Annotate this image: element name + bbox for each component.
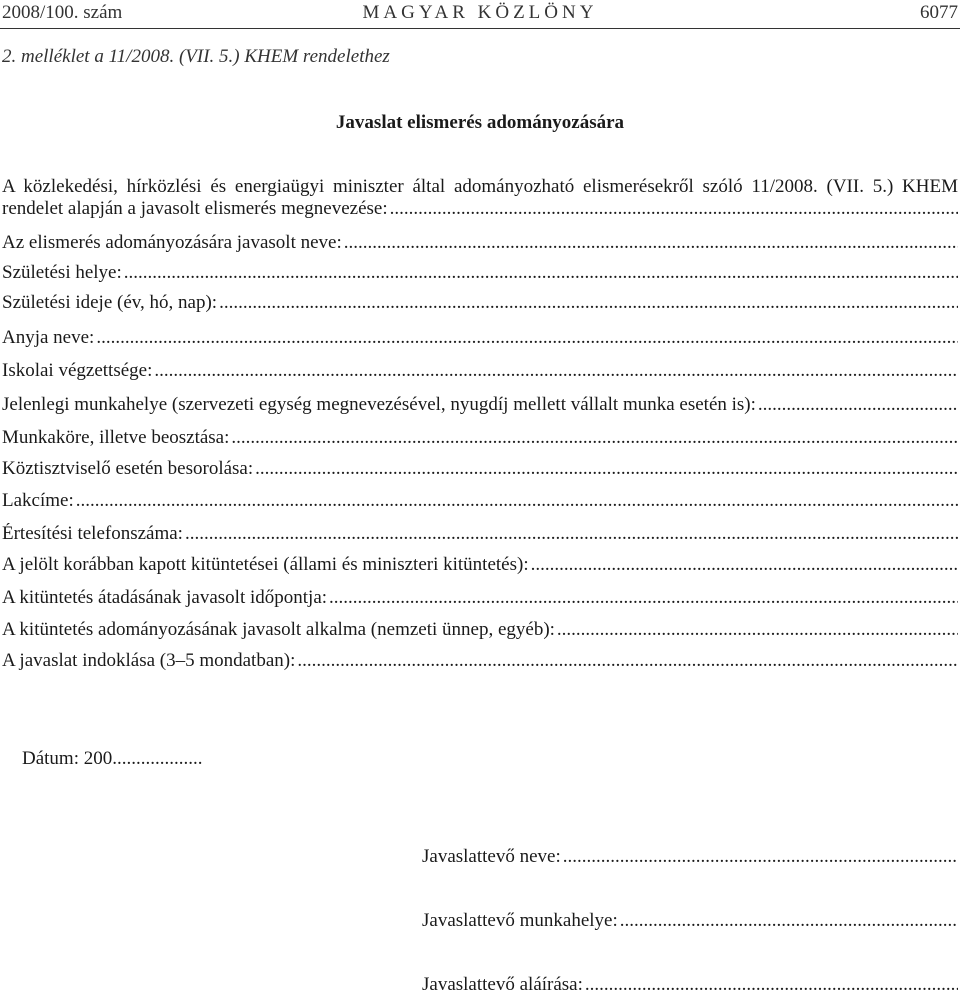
field-label: A javaslat indoklása (3–5 mondatban): [2, 650, 296, 671]
field-label: Anyja neve: [2, 327, 95, 348]
fill-in-dots [154, 360, 958, 382]
field-award-name[interactable] [2, 198, 958, 222]
field-previous-awards[interactable] [2, 554, 958, 578]
date-field[interactable]: Dátum: 200................... [22, 748, 203, 769]
field-award-occasion[interactable] [2, 619, 958, 643]
field-label: Születési ideje (év, hó, nap): [2, 292, 218, 313]
field-label: rendelet alapján a javasolt elismerés megnevezése: [2, 198, 388, 219]
intro-paragraph [2, 176, 958, 222]
issue-number: 2008/100. szám [2, 2, 123, 23]
field-label: Értesítési telefonszáma: [2, 523, 183, 544]
running-header [0, 0, 960, 26]
journal-title: MAGYAR KÖZLÖNY [362, 2, 598, 23]
field-label: Javaslattevő aláírása: [422, 974, 583, 995]
fill-in-dots [758, 394, 958, 416]
field-label: Javaslattevő munkahelye: [422, 910, 618, 931]
field-nominee-name[interactable] [2, 232, 958, 256]
fill-in-dots [96, 327, 958, 349]
field-label: A jelölt korábban kapott kitüntetései (állami és miniszteri kitüntetés): [2, 554, 529, 575]
field-birth-date[interactable] [2, 292, 958, 316]
fill-in-dots [124, 262, 958, 284]
intro-line-1: A közlekedési, hírközlési és energiaügyi miniszter által adományozható elismerésekről szóló 11/2008. (VII. 5.) KHEM [2, 176, 958, 197]
document-title: Javaslat elismerés adományozására [335, 112, 625, 133]
proposer-name-field[interactable] [422, 846, 958, 870]
field-mother-name[interactable] [2, 327, 958, 351]
fill-in-dots [531, 554, 958, 576]
field-phone[interactable] [2, 523, 958, 547]
field-label: Lakcíme: [2, 490, 74, 511]
annex-reference: 2. melléklet a 11/2008. (VII. 5.) KHEM rendelethez [2, 46, 390, 67]
field-label: A kitüntetés átadásának javasolt időpontja: [2, 587, 328, 608]
field-address[interactable] [2, 490, 958, 514]
fill-in-dots [297, 650, 958, 672]
field-justification[interactable] [2, 650, 958, 674]
field-birth-place[interactable] [2, 262, 958, 286]
field-label: Javaslattevő neve: [422, 846, 561, 867]
fill-in-dots [231, 427, 958, 449]
field-label: Az elismerés adományozására javasolt neve: [2, 232, 342, 253]
field-education[interactable] [2, 360, 958, 384]
field-label: Munkaköre, illetve beosztása: [2, 427, 230, 448]
field-workplace[interactable] [2, 394, 958, 418]
fill-in-dots [563, 846, 958, 868]
fill-in-dots [557, 619, 958, 641]
header-rule [0, 28, 960, 29]
field-label: Jelenlegi munkahelye (szervezeti egység megnevezésével, nyugdíj mellett vállalt munka esetén is): [2, 394, 756, 415]
fill-in-dots [390, 198, 958, 220]
fill-in-dots [620, 910, 958, 932]
field-civil-servant-grade[interactable] [2, 458, 958, 482]
proposer-signature-field[interactable] [422, 974, 958, 998]
field-presentation-date[interactable] [2, 587, 958, 611]
page-number: 6077 [920, 2, 958, 23]
field-label: A kitüntetés adományozásának javasolt alkalma (nemzeti ünnep, egyéb): [2, 619, 555, 640]
field-position[interactable] [2, 427, 958, 451]
fill-in-dots [185, 523, 958, 545]
proposer-workplace-field[interactable] [422, 910, 958, 934]
fill-in-dots [76, 490, 958, 512]
fill-in-dots [219, 292, 958, 314]
field-label: Iskolai végzettsége: [2, 360, 153, 381]
field-label: Köztisztviselő esetén besorolása: [2, 458, 254, 479]
fill-in-dots [344, 232, 958, 254]
fill-in-dots [255, 458, 958, 480]
field-label: Születési helye: [2, 262, 122, 283]
fill-in-dots [329, 587, 958, 609]
